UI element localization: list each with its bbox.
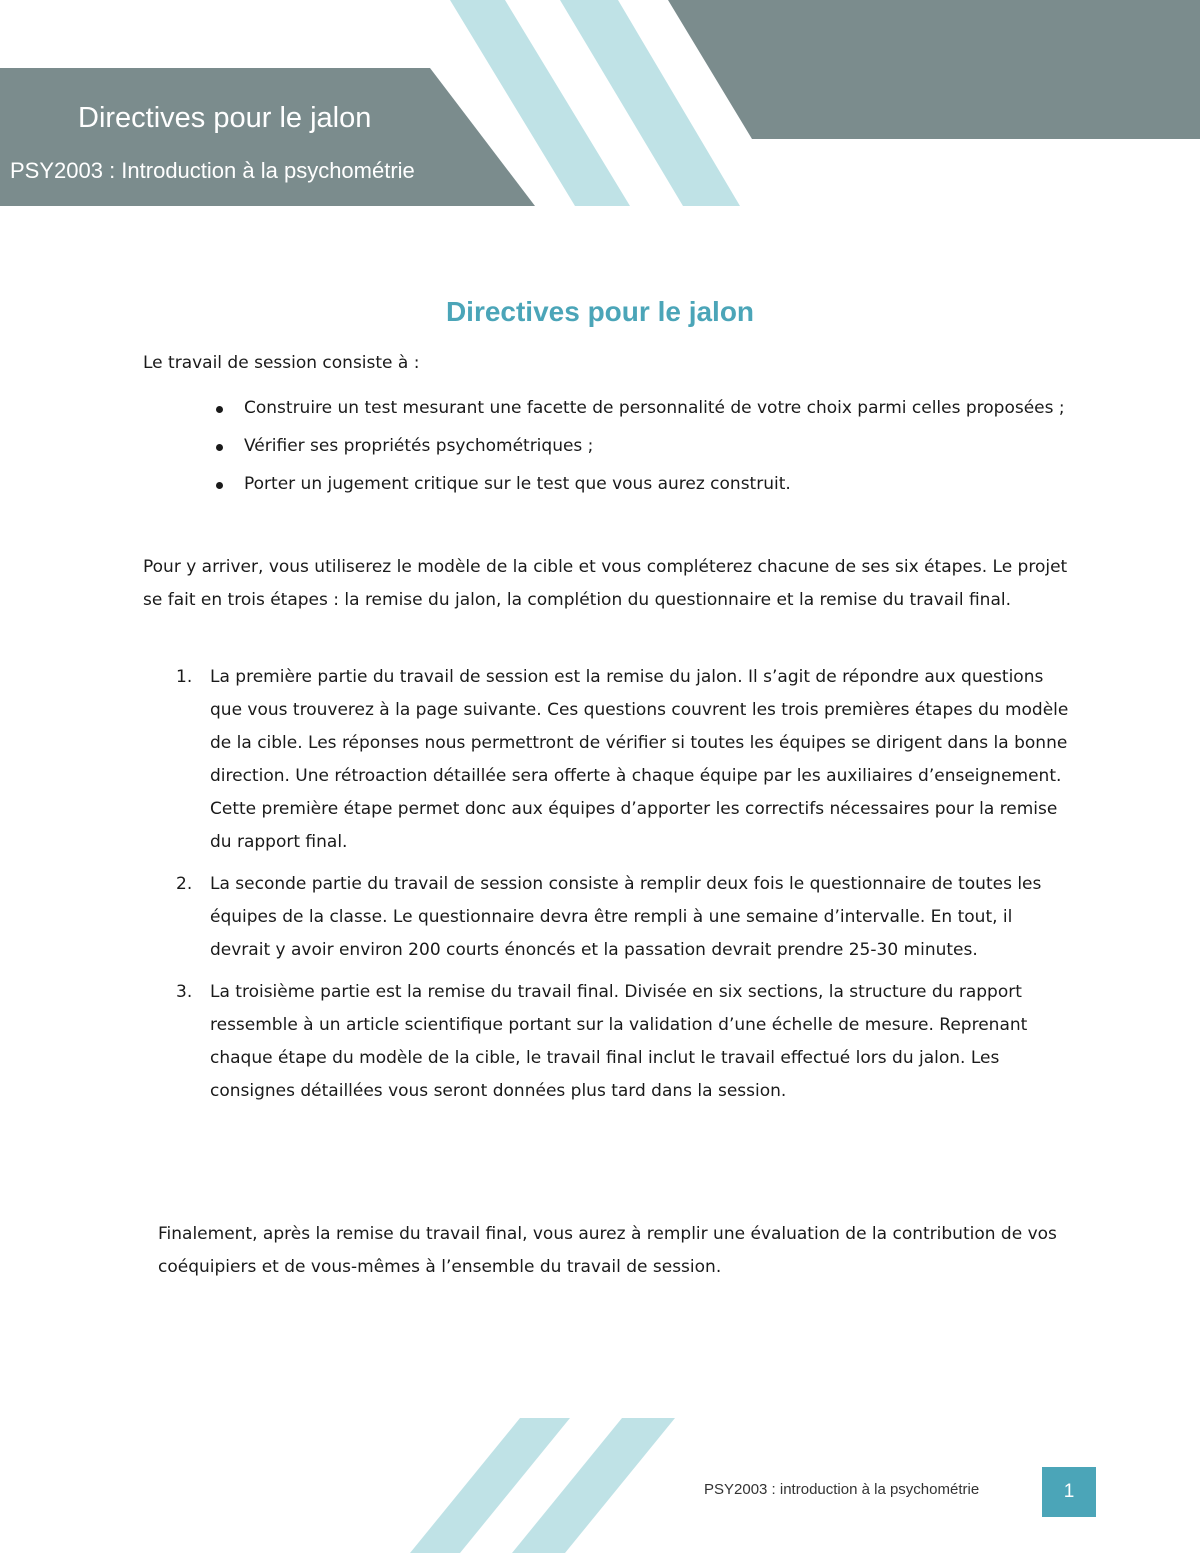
bullet-list [210,392,1080,506]
list-item [210,392,1080,425]
header-title: Directives pour le jalon [78,102,372,134]
header-subtitle: PSY2003 : Introduction à la psychométrie [10,158,415,183]
bullet-icon [216,482,223,489]
list-item [176,868,1076,967]
bullet-text: Vérifier ses propriétés psychométriques ; [244,436,594,456]
footer-course: PSY2003 : introduction à la psychométrie [704,1481,980,1498]
item-number: 1. [176,667,193,687]
list-item [176,976,1076,1108]
closing-paragraph: Finalement, après la remise du travail final, vous aurez à remplir une évaluation de la contribution de vos coéquipiers et de vous-mêmes à l’ensemble du travail de session. [158,1224,1057,1277]
header-band-left [0,68,535,206]
body-paragraph: Pour y arriver, vous utiliserez le modèle de la cible et vous compléterez chacune de ses six étapes. Le projet se fait en trois étapes : la remise du jalon, la complétion du questionnaire et la remise du travail final. [143,557,1068,610]
list-item [210,468,1080,501]
page-number: 1 [1042,1467,1096,1517]
document-title: Directives pour le jalon [445,296,755,327]
item-number: 3. [176,982,193,1002]
list-item [176,661,1076,859]
intro-text: Le travail de session consiste à : [143,353,420,373]
bullet-icon [216,444,223,451]
header-band-right [668,0,1200,139]
item-text: La troisième partie est la remise du travail final. Divisée en six sections, la structure du rapport ressemble à un article scientifique portant sur la validation d’une échelle de mesure. Reprenant chaque étape du modèle de la cible, le travail final inclut le travail effectué lors du jalon. Les consignes détaillées vous seront données plus tard dans la session. [210,982,1028,1101]
numbered-list [176,661,1076,1117]
bullet-text: Porter un jugement critique sur le test que vous aurez construit. [244,474,791,494]
list-item [210,430,1080,463]
item-text: La première partie du travail de session est la remise du jalon. Il s’agit de répondre aux questions que vous trouverez à la page suivante. Ces questions couvrent les trois premières étapes du modèle de la cible. Les réponses nous permettront de vérifier si toutes les équipes se dirigent dans la bonne direction. Une rétroaction détaillée sera offerte à chaque équipe par les auxiliaires d’enseignement. Cette première étape permet donc aux équipes d’apporter les correctifs nécessaires pour la remise du rapport final. [210,667,1069,852]
item-number: 2. [176,874,193,894]
bullet-icon [216,406,223,413]
bullet-text: Construire un test mesurant une facette de personnalité de votre choix parmi celles proposées ; [244,398,1065,418]
item-text: La seconde partie du travail de session consiste à remplir deux fois le questionnaire de toutes les équipes de la classe. Le questionnaire devra être rempli à une semaine d’intervalle. En tout, il devrait y avoir environ 200 courts énoncés et la passation devrait prendre 25-30 minutes. [210,874,1042,960]
